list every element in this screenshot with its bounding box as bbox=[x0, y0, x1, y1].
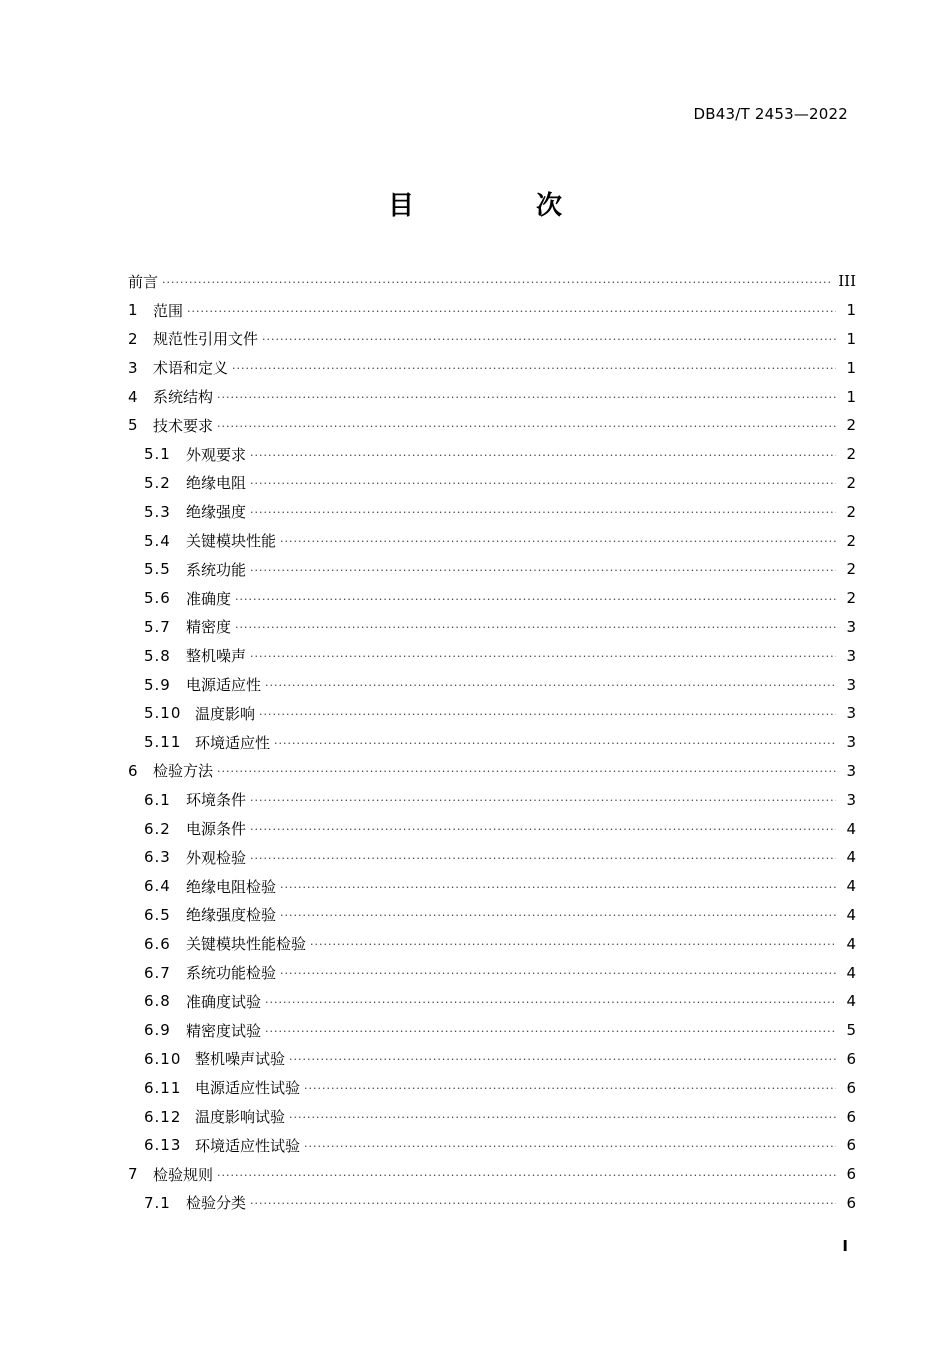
toc-entry[interactable] bbox=[128, 1073, 856, 1102]
toc-entry[interactable] bbox=[128, 440, 856, 469]
toc-entry-number: 6.3 bbox=[144, 848, 171, 867]
toc-entry-label: 前言 bbox=[128, 272, 159, 291]
toc-entry-label: 绝缘电阻 bbox=[186, 474, 247, 493]
toc-entry-number: 1 bbox=[128, 301, 138, 320]
toc-entry[interactable] bbox=[128, 670, 856, 699]
dot-leader bbox=[162, 276, 832, 289]
dot-leader bbox=[235, 593, 836, 606]
toc-entry-label: 关键模块性能检验 bbox=[186, 935, 307, 954]
dot-leader bbox=[250, 1197, 836, 1210]
dot-leader bbox=[289, 1053, 836, 1066]
toc-entry-page: 2 bbox=[846, 445, 856, 464]
dot-leader bbox=[280, 909, 836, 922]
toc-entry-number: 4 bbox=[128, 387, 138, 406]
toc-entry-label: 外观检验 bbox=[186, 848, 247, 867]
toc-entry-number: 5.2 bbox=[144, 473, 171, 492]
dot-leader bbox=[217, 420, 836, 433]
toc-entry[interactable] bbox=[128, 1189, 856, 1218]
toc-entry-number: 5.1 bbox=[144, 445, 171, 464]
toc-entry-label: 系统功能 bbox=[186, 560, 247, 579]
toc-entry[interactable] bbox=[128, 1160, 856, 1189]
toc-entry-label: 绝缘强度检验 bbox=[186, 906, 277, 925]
toc-entry-number: 5 bbox=[128, 416, 138, 435]
toc-entry[interactable] bbox=[128, 901, 856, 930]
dot-leader bbox=[217, 765, 836, 778]
toc-entry-number: 3 bbox=[128, 358, 138, 377]
toc-entry-number: 5.11 bbox=[144, 733, 182, 752]
dot-leader bbox=[250, 506, 836, 519]
toc-entry[interactable] bbox=[128, 1045, 856, 1074]
toc-entry-number: 5.8 bbox=[144, 646, 171, 665]
dot-leader bbox=[262, 333, 836, 346]
toc-entry-label: 准确度 bbox=[186, 589, 232, 608]
toc-entry-page: 3 bbox=[846, 646, 856, 665]
toc-entry[interactable] bbox=[128, 1131, 856, 1160]
toc-entry-page: 6 bbox=[846, 1165, 856, 1184]
toc-entry-label: 准确度试验 bbox=[186, 992, 262, 1011]
toc-entry-label: 精密度试验 bbox=[186, 1021, 262, 1040]
toc-entry-number: 6.1 bbox=[144, 790, 171, 809]
toc-entry-number: 6.7 bbox=[144, 963, 171, 982]
toc-entry-number: 6.13 bbox=[144, 1136, 182, 1155]
dot-leader bbox=[250, 477, 836, 490]
toc-entry-page: 4 bbox=[846, 963, 856, 982]
toc-entry-label: 整机噪声 bbox=[186, 647, 247, 666]
toc-entry-label: 术语和定义 bbox=[153, 359, 229, 378]
dot-leader bbox=[250, 794, 836, 807]
toc-entry-number: 6.8 bbox=[144, 992, 171, 1011]
dot-leader bbox=[250, 449, 836, 462]
toc-entry-number: 5.6 bbox=[144, 589, 171, 608]
toc-entry[interactable] bbox=[128, 872, 856, 901]
toc-entry-number: 6.9 bbox=[144, 1021, 171, 1040]
dot-leader bbox=[250, 564, 836, 577]
toc-entry-label: 绝缘强度 bbox=[186, 503, 247, 522]
toc-entry[interactable] bbox=[128, 613, 856, 642]
toc-entry-label: 检验方法 bbox=[153, 762, 214, 781]
toc-entry-number: 5.5 bbox=[144, 560, 171, 579]
toc-entry[interactable] bbox=[128, 296, 856, 325]
toc-entry-label: 外观要求 bbox=[186, 445, 247, 464]
toc-entry-page: 4 bbox=[846, 819, 856, 838]
toc-entry[interactable] bbox=[128, 497, 856, 526]
toc-entry-label: 绝缘电阻检验 bbox=[186, 877, 277, 896]
dot-leader bbox=[280, 535, 836, 548]
dot-leader bbox=[265, 996, 836, 1009]
toc-entry-page: 2 bbox=[846, 589, 856, 608]
toc-entry-number: 5.4 bbox=[144, 531, 171, 550]
toc-entry-page: 2 bbox=[846, 560, 856, 579]
toc-entry-page: 6 bbox=[846, 1136, 856, 1155]
toc-entry[interactable] bbox=[128, 987, 856, 1016]
toc-entry-number: 6.10 bbox=[144, 1049, 182, 1068]
dot-leader bbox=[232, 362, 836, 375]
toc-entry-number: 6.2 bbox=[144, 819, 171, 838]
toc-entry-label: 范围 bbox=[153, 301, 184, 320]
toc-entry-page: 5 bbox=[846, 1021, 856, 1040]
toc-entry[interactable] bbox=[128, 843, 856, 872]
toc-entry-page: 2 bbox=[846, 502, 856, 521]
toc-entry-label: 系统功能检验 bbox=[186, 964, 277, 983]
toc-entry-label: 精密度 bbox=[186, 618, 232, 637]
toc-entry-label: 温度影响 bbox=[195, 704, 256, 723]
toc-entry-label: 环境适应性试验 bbox=[195, 1136, 301, 1155]
dot-leader bbox=[187, 305, 836, 318]
toc-entry-label: 电源适应性试验 bbox=[195, 1079, 301, 1098]
toc-entry-page: 3 bbox=[846, 790, 856, 809]
toc-entry-number: 5.7 bbox=[144, 617, 171, 636]
toc-entry-label: 技术要求 bbox=[153, 416, 214, 435]
toc-entry-label: 电源适应性 bbox=[186, 676, 262, 695]
toc-entry[interactable] bbox=[128, 1016, 856, 1045]
toc-entry[interactable] bbox=[128, 469, 856, 498]
toc-entry-number: 6 bbox=[128, 761, 138, 780]
dot-leader bbox=[217, 1169, 836, 1182]
toc-entry-page: 6 bbox=[846, 1078, 856, 1097]
toc-entry-number: 6.6 bbox=[144, 934, 171, 953]
toc-entry[interactable] bbox=[128, 929, 856, 958]
toc-entry[interactable] bbox=[128, 411, 856, 440]
toc-entry[interactable] bbox=[128, 728, 856, 757]
toc-entry-page: 3 bbox=[846, 675, 856, 694]
toc-entry-label: 电源条件 bbox=[186, 820, 247, 839]
dot-leader bbox=[265, 679, 836, 692]
toc-entry-page: 3 bbox=[846, 761, 856, 780]
toc-entry[interactable] bbox=[128, 526, 856, 555]
dot-leader bbox=[259, 708, 836, 721]
toc-entry-number: 2 bbox=[128, 329, 138, 348]
dot-leader bbox=[235, 621, 836, 634]
dot-leader bbox=[289, 1111, 836, 1124]
toc-title: 目 次 bbox=[387, 191, 610, 221]
toc-entry-page: 4 bbox=[846, 905, 856, 924]
toc-entry-label: 整机噪声试验 bbox=[195, 1050, 286, 1069]
toc-entry[interactable] bbox=[128, 555, 856, 584]
toc-entry-number: 6.11 bbox=[144, 1078, 182, 1097]
dot-leader bbox=[250, 852, 836, 865]
document-code: DB43/T 2453—2022 bbox=[693, 105, 848, 123]
toc-entry[interactable] bbox=[128, 785, 856, 814]
toc-entry-number: 6.12 bbox=[144, 1107, 182, 1126]
toc-entry-page: 6 bbox=[846, 1107, 856, 1126]
dot-leader bbox=[250, 823, 836, 836]
toc-entry-number: 6.4 bbox=[144, 877, 171, 896]
toc-entry[interactable] bbox=[128, 1102, 856, 1131]
toc-entry[interactable] bbox=[128, 325, 856, 354]
toc-entry[interactable] bbox=[128, 641, 856, 670]
dot-leader bbox=[310, 938, 836, 951]
toc-entry-label: 系统结构 bbox=[153, 388, 214, 407]
dot-leader bbox=[304, 1082, 836, 1095]
toc-entry[interactable] bbox=[128, 353, 856, 382]
dot-leader bbox=[217, 391, 836, 404]
toc-entry[interactable] bbox=[128, 757, 856, 786]
toc-entry-label: 温度影响试验 bbox=[195, 1108, 286, 1126]
toc-entry-page: 3 bbox=[846, 617, 856, 636]
toc-entry-label: 关键模块性能 bbox=[186, 532, 277, 551]
toc-entry-number: 5.10 bbox=[144, 704, 182, 723]
toc-entry-page: 3 bbox=[846, 733, 856, 752]
toc-entry-label: 规范性引用文件 bbox=[153, 330, 259, 349]
toc-entry-page: 1 bbox=[846, 358, 856, 377]
dot-leader bbox=[250, 650, 836, 663]
toc-entry-page: 4 bbox=[846, 992, 856, 1011]
toc-entry-page: III bbox=[838, 272, 856, 291]
toc-entry-number: 6.5 bbox=[144, 905, 171, 924]
toc-entry-label: 检验分类 bbox=[186, 1194, 247, 1213]
toc-entry-number: 5.3 bbox=[144, 502, 171, 521]
toc-entry-label: 检验规则 bbox=[153, 1165, 214, 1184]
toc-entry-page: 4 bbox=[846, 934, 856, 953]
toc-entry-page: 4 bbox=[846, 877, 856, 896]
toc-entry-label: 环境条件 bbox=[186, 791, 247, 810]
toc-entry-page: 6 bbox=[846, 1049, 856, 1068]
dot-leader bbox=[280, 881, 836, 894]
footer-page-number: I bbox=[842, 1237, 848, 1255]
toc-entry-label: 环境适应性 bbox=[195, 733, 271, 752]
toc-entry-page: 2 bbox=[846, 531, 856, 550]
toc-entry-page: 2 bbox=[846, 473, 856, 492]
dot-leader bbox=[304, 1140, 836, 1153]
toc-entry-number: 7.1 bbox=[144, 1193, 171, 1212]
toc-entry[interactable] bbox=[128, 814, 856, 843]
toc-entry-page: 1 bbox=[846, 387, 856, 406]
toc-entry-page: 1 bbox=[846, 301, 856, 320]
toc-entry-page: 2 bbox=[846, 416, 856, 435]
toc-entry-page: 3 bbox=[846, 704, 856, 723]
dot-leader bbox=[265, 1025, 836, 1038]
toc-entry[interactable] bbox=[128, 699, 856, 728]
toc-entry[interactable] bbox=[128, 958, 856, 987]
toc-entry-page: 1 bbox=[846, 329, 856, 348]
dot-leader bbox=[274, 737, 836, 750]
toc-entry-page: 6 bbox=[846, 1193, 856, 1212]
toc-entry-number: 5.9 bbox=[144, 675, 171, 694]
table-of-contents bbox=[128, 267, 856, 1217]
toc-entry[interactable] bbox=[128, 382, 856, 411]
dot-leader bbox=[280, 967, 836, 980]
toc-entry[interactable] bbox=[128, 584, 856, 613]
toc-entry-page: 4 bbox=[846, 848, 856, 867]
toc-entry[interactable] bbox=[128, 267, 856, 296]
toc-entry-number: 7 bbox=[128, 1165, 138, 1184]
